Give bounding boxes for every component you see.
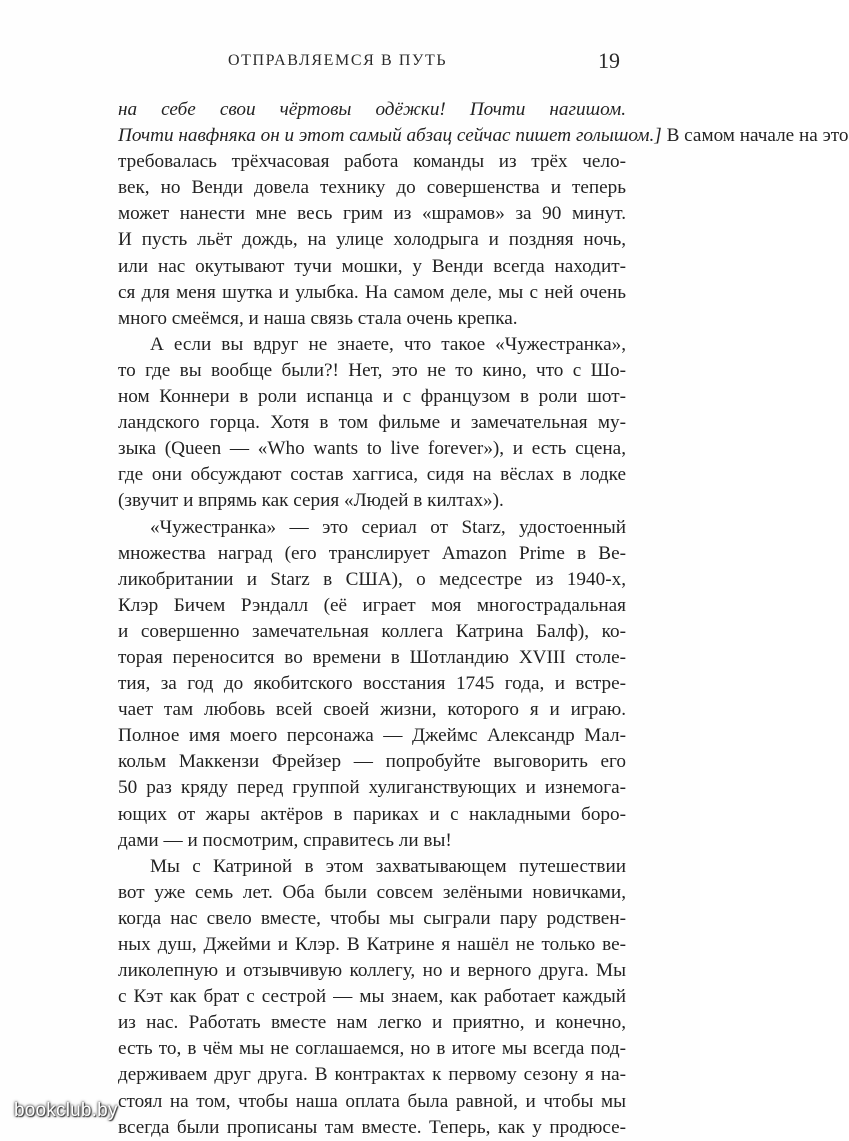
text-line: ся для меня шутка и улыбка. На самом деле, мы с ней очень	[118, 281, 626, 303]
text-line: требовалась трёхчасовая работа команды из трёх чело-	[118, 151, 626, 173]
text-line: с Кэт как брат с сестрой — мы знаем, как работает каждый	[118, 986, 626, 1008]
text-line: Полное имя моего персонажа — Джеймс Александр Мал-	[118, 725, 626, 747]
body-text	[118, 97, 849, 1141]
text-line: и совершенно замечательная коллега Катрина Балф), ко-	[118, 620, 626, 642]
text-line: чает там любовь всей своей жизни, которого я и играю.	[118, 699, 626, 721]
text-line: И пусть льёт дождь, на улице холодрыга и поздняя ночь,	[118, 229, 626, 251]
text-line: 50 раз кряду перед группой хулиганствующих и изнемога-	[118, 777, 626, 799]
text-line: ликолепную и отзывчивую коллегу, но и верного друга. Мы	[118, 960, 626, 982]
text-line: век, но Венди довела технику до совершенства и теперь	[118, 177, 626, 199]
text-line: Мы с Катриной в этом захватывающем путешествии	[150, 855, 626, 877]
text-line: тия, за год до якобитского восстания 1745 года, и встре-	[118, 673, 626, 695]
text-line: ном Коннери в роли испанца и с французом в роли шот-	[118, 386, 626, 408]
text-line: где они обсуждают состав хаггиса, сидя на вёслах в лодке	[118, 464, 626, 486]
text-line	[118, 97, 626, 123]
text-line: (звучит и впрямь как серия «Людей в килтах»).	[118, 490, 504, 512]
text-line: держиваем друг друга. В контрактах к первому сезону я на-	[118, 1064, 626, 1086]
watermark-logo: bookclub.by	[14, 1100, 118, 1121]
text-line: вот уже семь лет. Оба были совсем зелёными новичками,	[118, 881, 626, 903]
text-line: ландского горца. Хотя в том фильме и замечательная му-	[118, 412, 626, 434]
running-title: ОТПРАВЛЯЕМСЯ В ПУТЬ	[228, 52, 448, 69]
italic-text: на себе свои чёртовы одёжки! Почти нагишом.	[118, 99, 626, 120]
text-line: из нас. Работать вместе нам легко и приятно, и конечно,	[118, 1012, 626, 1034]
text-line: торая переносится во времени в Шотландию XVIII столе-	[118, 646, 626, 668]
text-line: или нас окутывают тучи мошки, у Венди всегда находит-	[118, 255, 626, 277]
text-line: ликобритании и Starz в США), о медсестре из 1940-х,	[118, 568, 626, 590]
text-span: В самом начале на это	[661, 125, 849, 147]
text-line: когда нас свело вместе, чтобы мы сыграли пару родствен-	[118, 907, 626, 929]
text-line: кольм Маккензи Фрейзер — попробуйте выговорить его	[118, 751, 626, 773]
text-line: Клэр Бичем Рэндалл (её играет моя многострадальная	[118, 594, 626, 616]
text-line: всегда были прописаны там вместе. Теперь, как у продюсе-	[118, 1116, 626, 1138]
text-line: «Чужестранка» — это сериал от Starz, удостоенный	[150, 516, 626, 538]
text-line: есть то, в чём мы не соглашаемся, но в итоге мы всегда под-	[118, 1038, 626, 1060]
running-head	[0, 50, 700, 76]
text-line: множества наград (его транслирует Amazon Prime в Ве-	[118, 542, 626, 564]
text-line: то где вы вообще были?! Нет, это не то кино, что с Шо-	[118, 359, 626, 381]
italic-text: Почти навфняка он и этот самый абзац сейчас пишет голышом.]	[118, 125, 662, 147]
text-line: зыка (Queen — «Who wants to live forever»), и есть сцена,	[118, 438, 626, 460]
text-line: А если вы вдруг не знаете, что такое «Чужестранка»,	[150, 333, 626, 355]
text-line: ющих от жары актёров в париках и с накладными боро-	[118, 803, 626, 825]
text-line: ных душ, Джейми и Клэр. В Катрине я нашёл не только ве-	[118, 934, 626, 955]
text-line	[118, 123, 849, 149]
text-line: стоял на том, чтобы наша оплата была равной, и чтобы мы	[118, 1090, 626, 1112]
page-number: 19	[598, 48, 620, 73]
text-line: дами — и посмотрим, справитесь ли вы!	[118, 829, 452, 851]
text-line: много смеёмся, и наша связь стала очень крепка.	[118, 307, 518, 329]
text-line: может нанести мне весь грим из «шрамов» за 90 минут.	[118, 203, 626, 225]
